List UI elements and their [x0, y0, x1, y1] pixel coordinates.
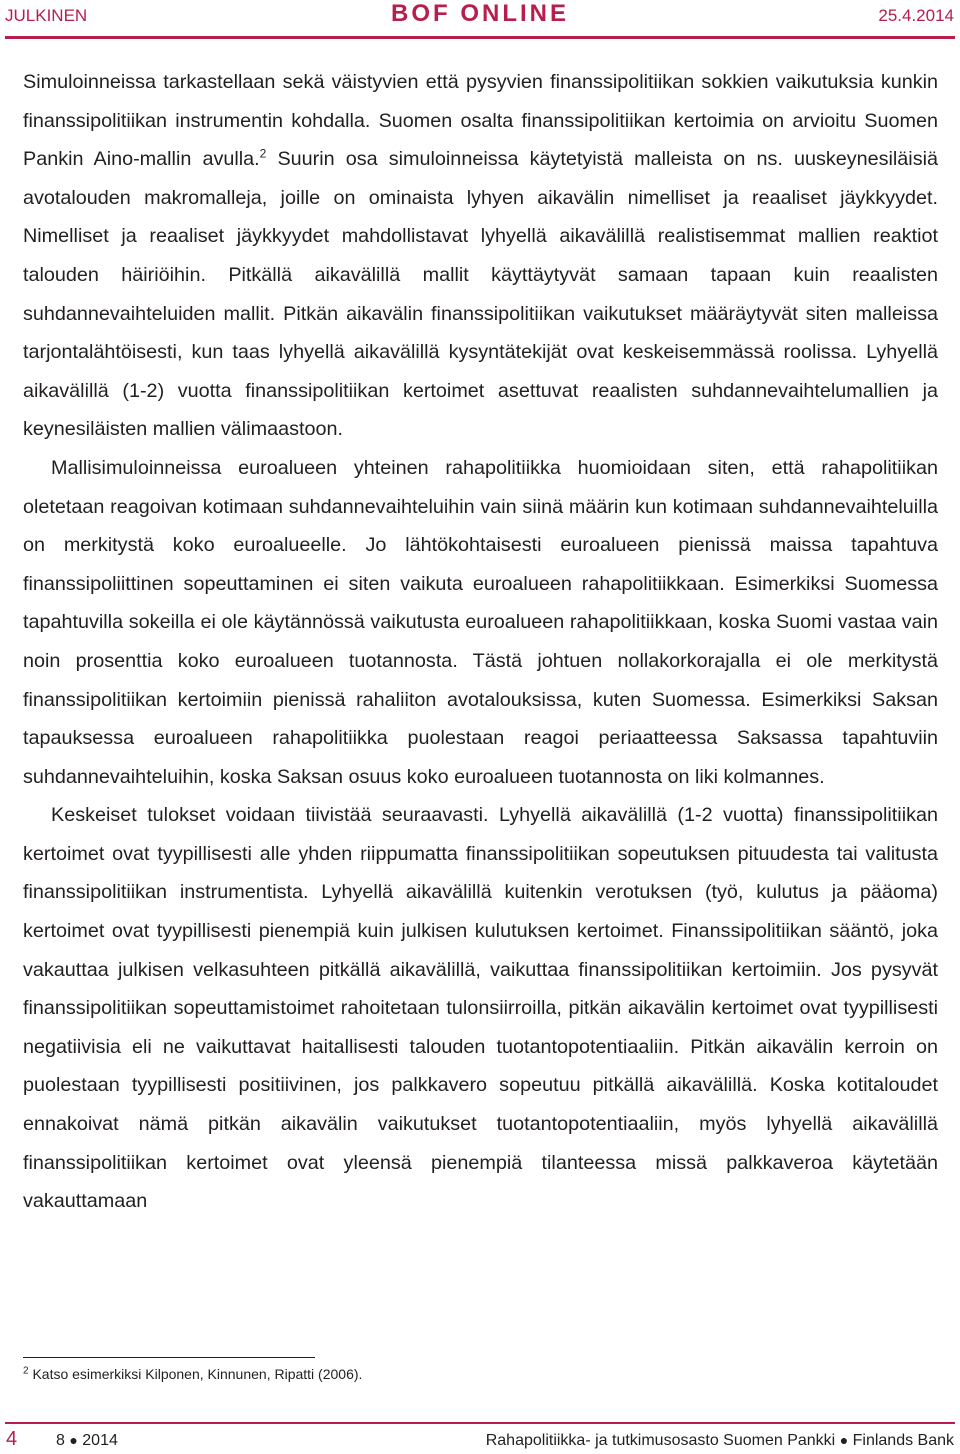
article-body	[23, 63, 938, 1221]
issue-year: 2014	[82, 1432, 118, 1449]
footnote-number: 2	[23, 1365, 29, 1377]
page-footer	[0, 1428, 960, 1454]
footer-divider	[5, 1422, 955, 1424]
classification-label: JULKINEN	[5, 6, 88, 25]
footnote-text: Katso esimerkiksi Kilponen, Kinnunen, Ripatti (2006).	[28, 1366, 363, 1382]
footnote	[23, 1365, 923, 1383]
paragraph-3: Keskeiset tulokset voidaan tiivistää seuraavasti. Lyhyellä aikavälillä (1-2 vuotta) finanssipolitiikan kertoimet ovat tyypillisesti alle yhden riippumatta finanssipolitiikan sopeutuksen pituudesta tai valitusta finanssipolitiikan instrumentista. Lyhyellä aikavälillä kuitenkin verotuksen (työ, kulutus ja pääoma) kertoimet ovat tyypillisesti pienempiä kuin julkisen kulutuksen kertoimet. Finanssipolitiikan sääntö, joka vakauttaa julkisen velkasuhteen pitkällä aikavälillä, vaikuttaa finanssipolitiikan kertoimiin. Jos pysyvät finanssipolitiikan sopeuttamistoimet rahoitetaan tulonsiirroilla, pitkän aikavälin kertoimet ovat tyypillisesti negatiivisia eli ne vaikuttavat haitallisesti talouden tuotantopotentiaaliin. Pitkän aikavälin kerroin on puolestaan tyypillisesti positiivinen, jos palkkavero sopeutuu pitkällä aikavälillä. Koska kotitaloudet ennakoivat nämä pitkän aikavälin vaikutukset tuotantopotentiaaliin, myös lyhyellä aikavälillä finanssipolitiikan kertoimet ovat yleensä pienempiä tilanteessa missä palkkaveroa käytetään vakauttamaan	[23, 804, 938, 1213]
bullet-icon: ●	[69, 1432, 78, 1448]
bank-name-fi: Suomen Pankki	[723, 1432, 836, 1449]
department-name: Rahapolitiikka- ja tutkimusosasto	[485, 1432, 719, 1449]
page-number: 4	[6, 1428, 18, 1450]
publication-date: 25.4.2014	[878, 6, 954, 25]
issue-number: 8	[56, 1432, 65, 1449]
footer-department	[486, 1432, 954, 1450]
header-divider	[5, 36, 955, 39]
issue-info	[56, 1432, 118, 1450]
footnote-ref[interactable]: 2	[259, 146, 267, 161]
bank-name-sv: Finlands Bank	[852, 1432, 954, 1449]
page-header	[0, 0, 960, 30]
publication-title: BOF ONLINE	[391, 0, 569, 27]
footnote-divider	[23, 1357, 315, 1358]
paragraph-1: Simuloinneissa tarkastellaan sekä väistyvien että pysyvien finanssipolitiikan sokkien vaikutuksia kunkin finanssipolitiikan instrumentin kohdalla. Suomen osalta finanssipolitiikan kertoimia on arvioitu Suomen Pankin Aino-mallin avulla.$^2$ Suurin osa simuloinneissa käytetyistä malleista on ns. uuskeynesiläisiä avotalouden makromalleja, joille on ominaista lyhyen aikavälin nimelliset ja reaaliset jäykkyydet. Nimelliset ja reaaliset jäykkyydet mahdollistavat lyhyellä aikavälillä realistisemmat mallien reaktiot talouden häiriöihin. Pitkällä aikavälillä mallit käyttäytyvät samaan tapaan kuin reaalisten suhdannevaihteluiden mallit. Pitkän aikavälin finanssipolitiikan vaikutukset määräytyvät siten malleissa tarjontalähtöisesti, kun taas lyhyellä aikavälillä kysyntätekijät ovat keskeisemmässä roolissa. Lyhyellä aikavälillä (1-2) vuotta finanssipolitiikan kertoimet asettuvat reaalisten suhdannevaihtelumallien ja keynesiläisten mallien välimaastoon.	[23, 71, 938, 441]
paragraph-2: Mallisimuloinneissa euroalueen yhteinen rahapolitiikka huomioidaan siten, että rahapolitiikan oletetaan reagoivan kotimaan suhdannevaihteluihin vain siinä määrin kun kotimaan suhdannevaihteluilla on merkitystä koko euroalueelle. Jo lähtökohtaisesti euroalueen pienissä maissa tapahtuva finanssipoliittinen sopeuttaminen ei siten vaikuta euroalueen rahapolitiikkaan. Esimerkiksi Suomessa tapahtuvilla sokeilla ei ole käytännössä vaikutusta euroalueen rahapolitiikkaan, koska Suomi vastaa vain noin prosenttia koko euroalueen tuotannosta. Tästä johtuen nollakorkorajalla ei ole merkitystä finanssipolitiikan kertoimiin pienissä rahaliiton avotalouksissa, kuten Suomessa. Esimerkiksi Saksan tapauksessa euroalueen rahapolitiikka puolestaan reagoi periaatteessa Saksassa tapahtuviin suhdannevaihteluihin, koska Saksan osuus koko euroalueen tuotannosta on liki kolmannes.	[23, 456, 938, 788]
bullet-icon: ●	[839, 1432, 849, 1448]
